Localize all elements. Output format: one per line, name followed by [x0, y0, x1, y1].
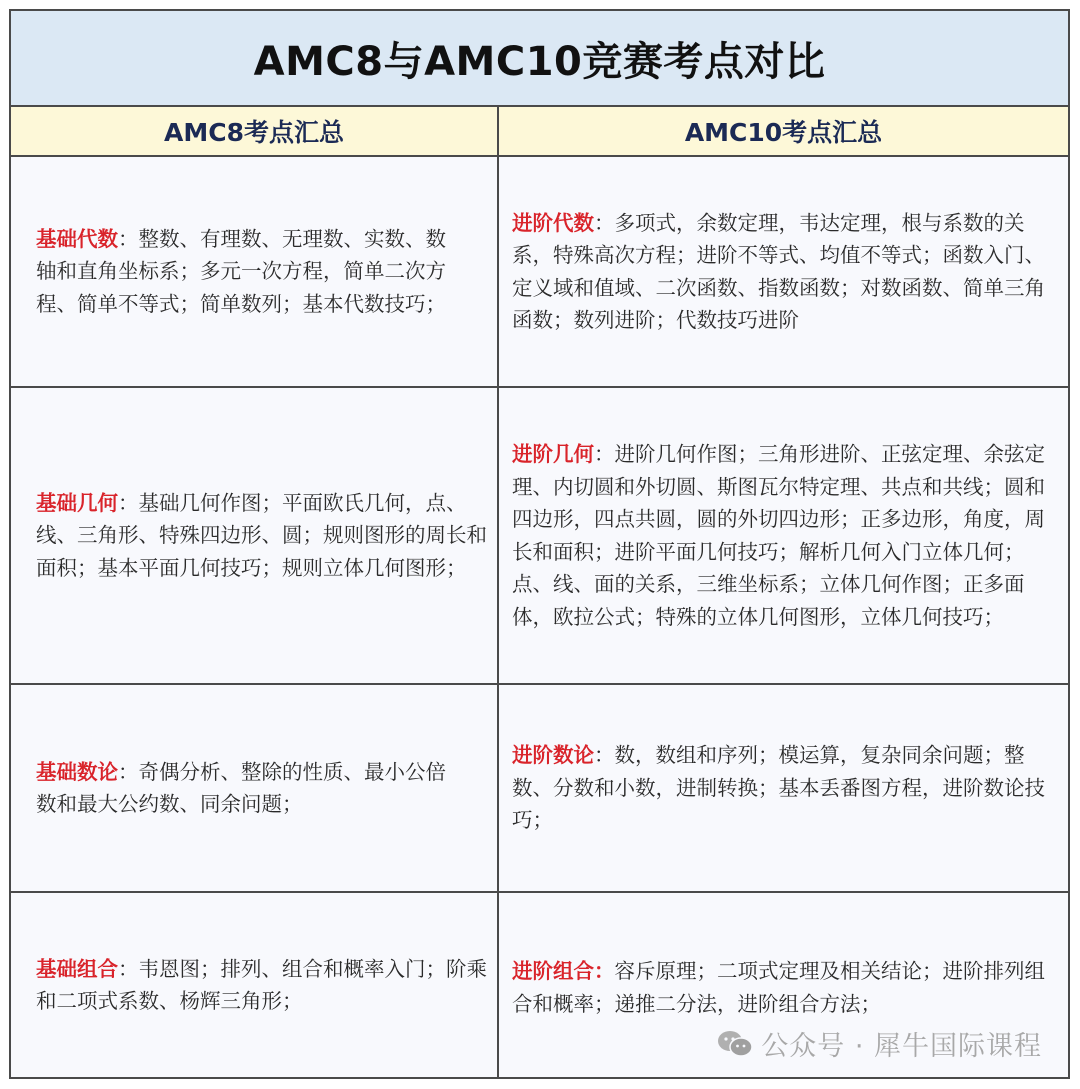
topic-label: 基础几何	[36, 490, 118, 515]
topic-text: 整数、有理数、无理数、实数、数轴和直角坐标系；多元一次方程，简单二次方程、简单不等式；简单数列；基本代数技巧；	[36, 226, 446, 316]
page-title: AMC8与AMC10竞赛考点对比	[253, 38, 826, 85]
watermark-text: 公众号 · 犀牛国际课程	[761, 1031, 1042, 1062]
table-row-geometry	[11, 388, 1068, 685]
amc8-geometry-cell	[11, 388, 499, 683]
amc8-number-theory-cell	[11, 685, 499, 891]
topic-label: 进阶几何	[512, 442, 594, 466]
label-separator: ：	[118, 490, 139, 515]
column-header-row	[11, 107, 1068, 157]
amc10-geometry-cell	[499, 388, 1068, 683]
amc10-algebra-cell	[499, 157, 1068, 386]
label-separator: ：	[118, 759, 139, 784]
title-row	[11, 11, 1068, 107]
topic-text: 基础几何作图；平面欧氏几何，点、线、三角形、特殊四边形、圆；规则图形的周长和面积；基本平面几何技巧；规则立体几何图形；	[36, 490, 487, 580]
topic-text: 容斥原理；二项式定理及相关结论；进阶排列组合和概率；递推二分法，进阶组合方法；	[512, 959, 1045, 1016]
table-row-algebra	[11, 157, 1068, 388]
label-separator: ：	[594, 210, 615, 235]
topic-label: 进阶数论	[512, 743, 594, 768]
topic-label: 进阶组合	[512, 959, 594, 983]
topic-text: 多项式，余数定理，韦达定理，根与系数的关系，特殊高次方程；进阶不等式、均值不等式；函数入门、定义域和值域、二次函数、指数函数；对数函数、简单三角函数；数列进阶；代数技巧进阶	[512, 210, 1045, 332]
wechat-icon	[717, 1030, 753, 1058]
topic-text: 韦恩图；排列、组合和概率入门；阶乘和二项式系数、杨辉三角形；	[36, 956, 487, 1013]
watermark	[717, 1024, 1042, 1063]
label-separator: ：	[118, 956, 139, 981]
amc8-combinatorics-cell	[11, 893, 499, 1077]
topic-label: 进阶代数	[512, 210, 594, 235]
amc10-number-theory-cell	[499, 685, 1068, 891]
label-separator: ：	[118, 226, 139, 251]
table-row-number-theory	[11, 685, 1068, 893]
topic-text: 数，数组和序列；模运算，复杂同余问题；整数、分数和小数，进制转换；基本丢番图方程，进阶数论技巧；	[512, 743, 1045, 833]
topic-label: 基础代数	[36, 226, 118, 251]
label-separator: ：	[594, 442, 615, 466]
comparison-table	[9, 9, 1070, 1079]
label-separator: ：	[594, 959, 615, 983]
amc8-algebra-cell	[11, 157, 499, 386]
column-header-amc8: AMC8考点汇总	[11, 107, 499, 155]
topic-label: 基础数论	[36, 759, 118, 784]
column-header-amc10: AMC10考点汇总	[684, 118, 883, 147]
topic-label: 基础组合	[36, 956, 118, 981]
topic-text: 奇偶分析、整除的性质、最小公倍数和最大公约数、同余问题；	[36, 759, 446, 816]
label-separator: ：	[594, 743, 615, 768]
topic-text: 进阶几何作图；三角形进阶、正弦定理、余弦定理、内切圆和外切圆、斯图瓦尔特定理、共点和共线；圆和四边形，四点共圆，圆的外切四边形；正多边形，角度，周长和面积；进阶平面几何技巧；解析几何入门立体几何；点、线、面的关系，三维坐标系；立体几何作图；正多面体，欧拉公式；特殊的立体几何图形，立体几何技巧；	[512, 442, 1045, 629]
